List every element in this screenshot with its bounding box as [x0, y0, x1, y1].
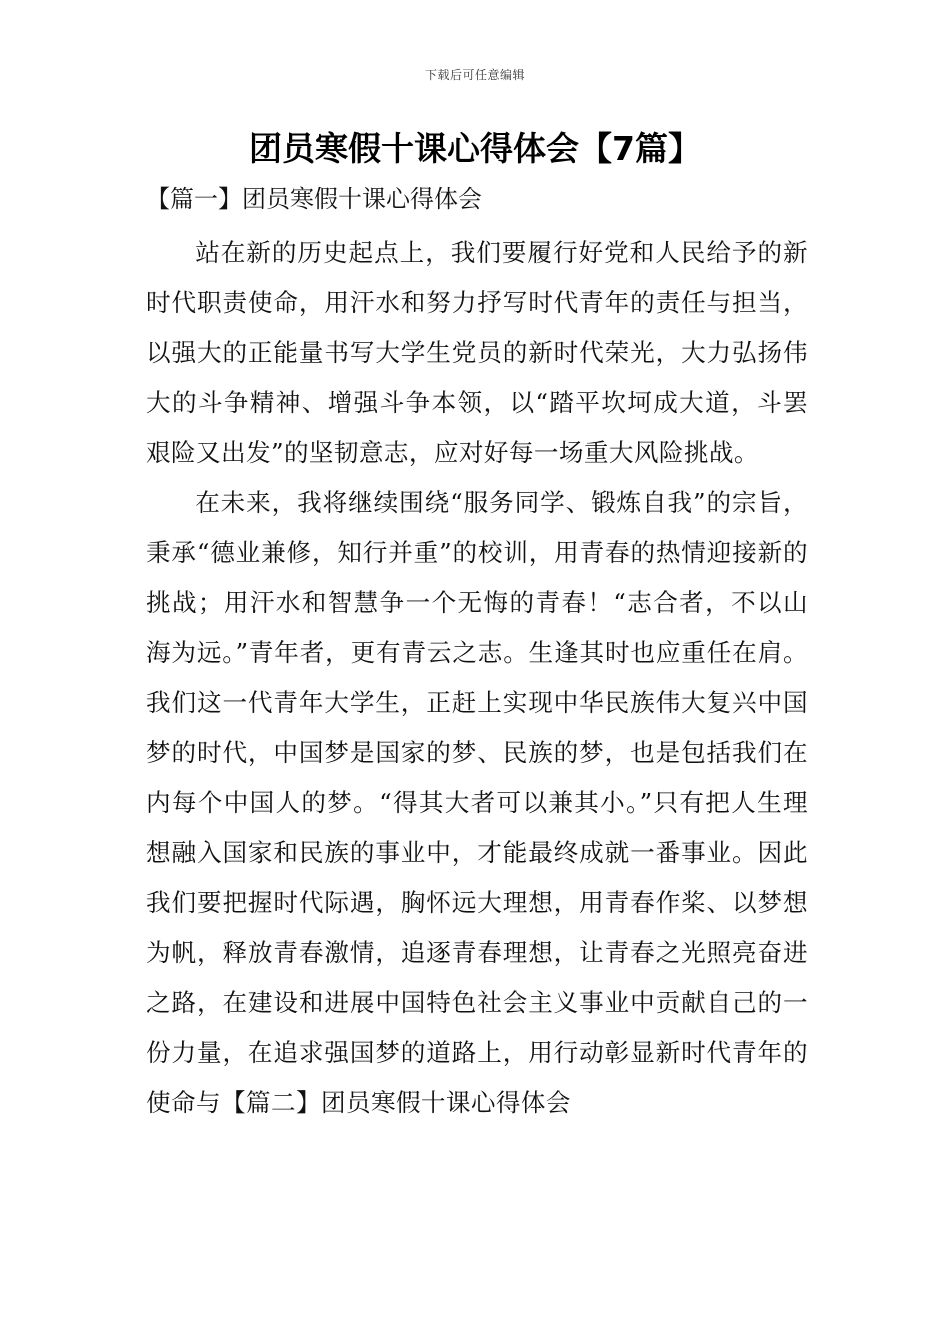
section-heading: 【篇一】团员寒假十课心得体会 — [146, 185, 482, 213]
header-note: 下载后可任意编辑 — [424, 68, 525, 82]
paragraph: 在未来，我将继续围绕“服务同学、锻炼自我”的宗旨，秉承“德业兼修，知行并重”的校训，用青春的热情迎接新的挑战；用汗水和智慧争一个无悔的青春！“志合者，不以山海为远。”青年者，更有青云之志。生逢其时也应重任在肩。我们这一代青年大学生，正赶上实现中华民族伟大复兴中国梦的时代，中国梦是国家的梦、民族的梦，也是包括我们在内每个中国人的梦。“得其大者可以兼其小。”只有把人生理想融入国家和民族的事业中，才能最终成就一番事业。因此我们要把握时代际遇，胸怀远大理想，用青春作桨、以梦想为帆，释放青春激情，追逐青春理想，让青春之光照亮奋进之路，在建设和进展中国特色社会主义事业中贡献自己的一份力量，在追求强国梦的道路上，用行动彰显新时代青年的使命与【篇二】团员寒假十课心得体会 — [146, 488, 808, 1117]
body-text — [146, 228, 808, 1128]
paragraph: 站在新的历史起点上，我们要履行好党和人民给予的新时代职责使命，用汗水和努力抒写时代青年的责任与担当，以强大的正能量书写大学生党员的新时代荣光，大力弘扬伟大的斗争精神、增强斗争本领，以“踏平坎坷成大道，斗罢艰险又出发”的坚韧意志，应对好每一场重大风险挑战。 — [146, 238, 808, 467]
document-title: 团员寒假十课心得体会【7篇】 — [249, 129, 701, 168]
